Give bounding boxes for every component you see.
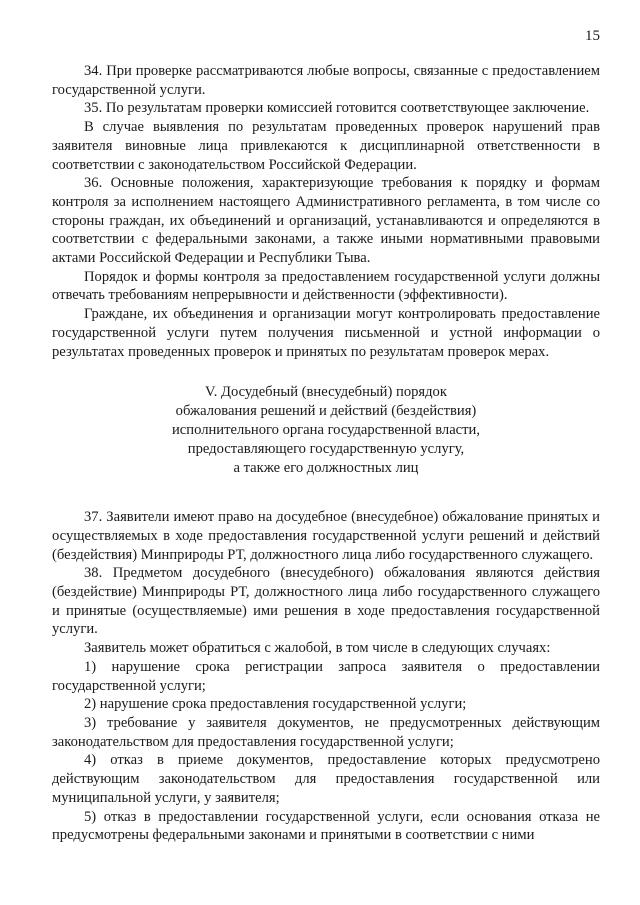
list-item-2: 2) нарушение срока предоставления государственной услуги;: [84, 696, 467, 713]
paragraph-34: 34. При проверке рассматриваются любые вопросы, связанные с предоставлением государственной услуги.: [52, 63, 600, 98]
paragraph-37: 37. Заявители имеют право на досудебное (внесудебное) обжалование принятых и осуществляемых в ходе предоставления государственной услуги решений и действий (бездействия) Минприроды РТ, должностного лица либо государственного служащего.: [52, 509, 600, 563]
list-item-4: 4) отказ в приеме документов, предоставление которых предусмотрено действующим законодательством для предоставления государственной или муниципальной услуги, у заявителя;: [52, 752, 600, 806]
paragraph-violations: В случае выявления по результатам проведенных проверок нарушений прав заявителя виновные лица привлекаются к дисциплинарной ответственности в соответствии с законодательством Российской Федерации.: [52, 119, 600, 173]
section-heading: [52, 383, 600, 478]
list-item-5: 5) отказ в предоставлении государственной услуги, если основания отказа не предусмотрены федеральными законами и принятыми в соответствии с ними: [52, 808, 600, 844]
section-heading-line: исполнительного органа государственной власти,: [172, 422, 480, 439]
paragraph-control-forms: Порядок и формы контроля за предоставлением государственной услуги должны отвечать требованиям непрерывности и действенности (эффективности).: [52, 268, 600, 304]
section-heading-line: V. Досудебный (внесудебный) порядок: [205, 384, 447, 401]
page-number: 15: [585, 28, 600, 44]
paragraph-citizens: Граждане, их объединения и организации могут контролировать предоставление государственной услуги путем получения письменной и устной информации о результатах проведенных проверок и принятых по результатам проверок мерах.: [52, 306, 600, 360]
paragraph-complaint-cases: Заявитель может обратиться с жалобой, в том числе в следующих случаях:: [84, 640, 551, 657]
list-item-1: 1) нарушение срока регистрации запроса заявителя о предоставлении государственной услуги;: [52, 658, 600, 694]
section-heading-line: обжалования решений и действий (бездействия): [175, 403, 477, 420]
section-heading-line: а также его должностных лиц: [233, 460, 419, 477]
paragraph-35: 35. По результатам проверки комиссией готовится соответствующее заключение.: [84, 100, 590, 117]
paragraph-36: 36. Основные положения, характеризующие требования к порядку и формам контроля за исполнением настоящего Административного регламента, в том числе со стороны граждан, их объединений и организаций, устанавливаются и определяются в соответствии с федеральными законами, а также иными нормативными правовыми актами Российской Федерации и Республики Тыва.: [52, 175, 600, 267]
paragraph-38: 38. Предметом досудебного (внесудебного) обжалования являются действия (бездействие) Минприроды РТ, должностного лица либо государственного служащего и принятые (осуществляемые) ими решения в ходе предоставления государственной услуги.: [52, 565, 600, 638]
list-item-3: 3) требование у заявителя документов, не предусмотренных действующим законодательством для предоставления государственной услуги;: [52, 714, 600, 750]
section-heading-line: предоставляющего государственную услугу,: [187, 441, 465, 458]
document-body: [52, 62, 600, 845]
